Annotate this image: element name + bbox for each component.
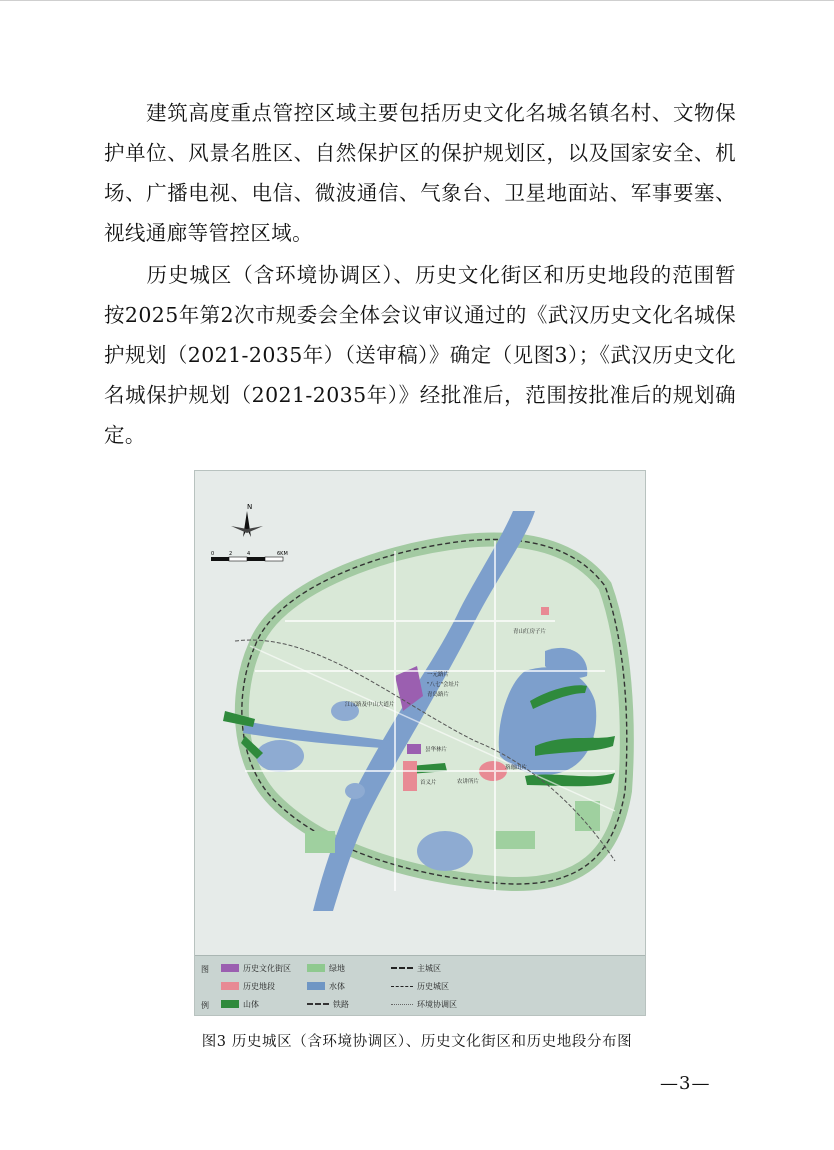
- page-number: —3—: [660, 1073, 711, 1094]
- scale-tick: 2: [229, 551, 233, 557]
- legend-item-historic-city: [391, 980, 449, 992]
- legend-label: 水体: [329, 981, 345, 991]
- place-label: 青山红房子片: [513, 629, 547, 635]
- page-top-border: [0, 0, 834, 1]
- legend-label: 历史文化街区: [243, 963, 291, 973]
- legend-swatch: [221, 1000, 239, 1008]
- map-legend: [195, 955, 645, 1016]
- legend-title-top: 图: [201, 965, 209, 974]
- paragraph-building-height: [104, 93, 736, 253]
- legend-swatch: [221, 982, 239, 990]
- place-label: 青岛路片: [427, 692, 450, 698]
- scale-tick: 6KM: [277, 551, 288, 557]
- legend-label: 主城区: [417, 963, 441, 973]
- legend-label: 环境协调区: [417, 999, 457, 1009]
- legend-swatch: [307, 982, 325, 990]
- scale-tick: 0: [211, 551, 215, 557]
- place-label: 江汉路及中山大道片: [345, 702, 395, 708]
- place-label: "八七"会址片: [427, 682, 460, 688]
- figure-caption: 图3 历史城区（含环境协调区）、历史文化街区和历史地段分布图: [201, 1034, 633, 1050]
- legend-item-mountain: [221, 998, 259, 1010]
- legend-line: [391, 967, 413, 969]
- legend-label: 历史城区: [417, 981, 449, 991]
- legend-item-main-city: [391, 962, 441, 974]
- place-label: 珞珈山片: [505, 765, 528, 771]
- legend-title: [201, 964, 211, 1012]
- legend-item-historic-area: [221, 980, 275, 992]
- place-label: 昙华林片: [425, 747, 448, 753]
- legend-swatch: [221, 964, 239, 972]
- place-label: 农讲所片: [457, 779, 480, 785]
- legend-label: 铁路: [333, 999, 349, 1009]
- paragraph-text: 历史城区（含环境协调区）、历史文化街区和历史地段的范围暂按2025年第2次市规委会全体会议审议通过的《武汉历史文化名城保护规划（2021-2035年）（送审稿）》确定（见图3）；《武汉历史文化名城保护规划（2021-2035年）》经批准后，范围按批准后的规划确定。: [104, 263, 736, 447]
- legend-line: [307, 1003, 329, 1005]
- map-drawing: [195, 471, 645, 955]
- paragraph-historic-districts: [104, 255, 736, 455]
- paragraph-text: 建筑高度重点管控区域主要包括历史文化名城名镇名村、文物保护单位、风景名胜区、自然保护区的保护规划区，以及国家安全、机场、广播电视、电信、微波通信、气象台、卫星地面站、军事要塞、视线通廊等管控区域。: [104, 101, 736, 245]
- legend-line: [391, 986, 413, 987]
- legend-item-historic-district: [221, 962, 291, 974]
- historic-district-map: [194, 470, 646, 1016]
- legend-label: 绿地: [329, 963, 345, 973]
- place-label: 首义片: [420, 780, 437, 786]
- place-label: 一元路片: [427, 672, 450, 678]
- legend-title-bottom: 例: [201, 1001, 209, 1010]
- north-label: N: [247, 503, 253, 511]
- legend-item-railway: [307, 998, 349, 1010]
- legend-item-water: [307, 980, 345, 992]
- legend-item-green-space: [307, 962, 345, 974]
- scale-tick: 4: [247, 551, 251, 557]
- legend-swatch: [307, 964, 325, 972]
- legend-item-coordination-zone: [391, 998, 457, 1010]
- legend-label: 历史地段: [243, 981, 275, 991]
- legend-line: [391, 1004, 413, 1005]
- legend-label: 山体: [243, 999, 259, 1009]
